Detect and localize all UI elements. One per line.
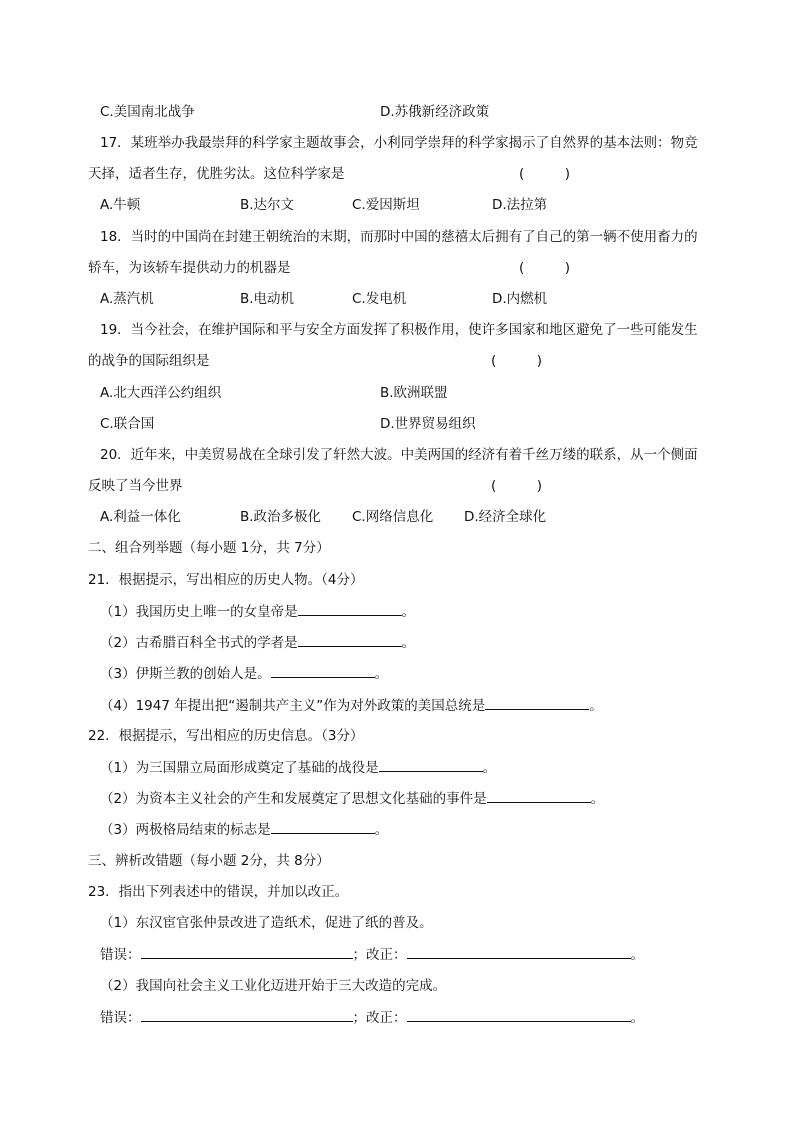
q21-item-1-text: （1）我国历史上唯一的女皇帝是 (100, 604, 298, 620)
q18-option-a: A.蒸汽机 (100, 291, 154, 307)
q20-stem-line1: 20．近年来，中美贸易战在全球引发了轩然大波。中美两国的经济有着千丝万缕的联系，从一个侧面 (100, 447, 698, 463)
q21-item-3-text: （3）伊斯兰教的创始人是。 (100, 666, 271, 682)
q23-item-2: （2）我国向社会主义工业化迈进开始于三大改造的完成。 (100, 978, 447, 994)
q18-answer-bracket: ( ) (519, 260, 571, 276)
q23-item-2-error-blank[interactable] (141, 1007, 353, 1022)
correction-label: ；改正： (352, 1010, 407, 1026)
correction-label: ；改正： (352, 947, 407, 963)
q19-option-c: C.联合国 (100, 416, 155, 432)
q20-option-b: B.政治多极化 (240, 509, 322, 525)
q23-item-1: （1）东汉宦官张仲景改进了造纸术，促进了纸的普及。 (100, 915, 433, 931)
q17-option-a: A.牛顿 (100, 197, 141, 213)
q19-stem-line2: 的战争的国际组织是 (88, 353, 210, 369)
q18-option-d: D.内燃机 (492, 291, 548, 307)
q19-answer-bracket: ( ) (491, 353, 543, 369)
q23-item-1-correction-blank[interactable] (407, 944, 631, 959)
q17-option-b: B.达尔文 (240, 197, 295, 213)
q17-option-c: C.爱因斯坦 (352, 197, 420, 213)
q19-option-b: B.欧洲联盟 (380, 385, 448, 401)
q20-answer-bracket: ( ) (491, 478, 543, 494)
section-2-title: 二、组合列举题（每小题 1分，共 7分） (88, 540, 330, 556)
q21-item-2: （2）古希腊百科全书式的学者是 。 (100, 632, 415, 653)
q21-item-2-answer-blank[interactable] (298, 632, 402, 647)
q17-stem-line1: 17．某班举办我最崇拜的科学家主题故事会，小利同学崇拜的科学家揭示了自然界的基本法则：物竞 (100, 135, 698, 151)
q22-item-2: （2）为资本主义社会的产生和发展奠定了思想文化基础的事件是 。 (100, 788, 604, 809)
q22-stem: 22．根据提示，写出相应的历史信息。（3分） (88, 728, 364, 744)
q21-item-4-answer-blank[interactable] (485, 695, 589, 710)
q19-option-d: D.世界贸易组织 (380, 416, 476, 432)
section-3-title: 三、辨析改错题（每小题 2分，共 8分） (88, 853, 330, 869)
q20-stem-line2: 反映了当今世界 (88, 478, 183, 494)
q22-item-2-text: （2）为资本主义社会的产生和发展奠定了思想文化基础的事件是 (100, 791, 487, 807)
q21-stem: 21．根据提示，写出相应的历史人物。（4分） (88, 572, 364, 588)
q23-item-2-answer-row: 错误： ；改正： 。 (100, 1007, 644, 1028)
q22-item-3-answer-blank[interactable] (271, 819, 375, 834)
q19-stem-line1: 19．当今社会，在维护国际和平与安全方面发挥了积极作用，使许多国家和地区避免了一些可能发生 (100, 322, 698, 338)
q21-item-3-answer-blank[interactable] (271, 663, 375, 678)
q22-item-3: （3）两极格局结束的标志是 。 (100, 819, 388, 840)
q19-option-a: A.北大西洋公约组织 (100, 385, 222, 401)
q21-item-1: （1）我国历史上唯一的女皇帝是 。 (100, 601, 415, 622)
q18-option-b: B.电动机 (240, 291, 295, 307)
q22-item-1-text: （1）为三国鼎立局面形成奠定了基础的战役是 (100, 760, 379, 776)
q21-item-1-answer-blank[interactable] (298, 601, 402, 616)
q22-item-1-answer-blank[interactable] (379, 757, 483, 772)
q17-option-d: D.法拉第 (492, 197, 548, 213)
q16-option-d: D.苏俄新经济政策 (380, 104, 490, 120)
q23-stem: 23．指出下列表述中的错误，并加以改正。 (88, 884, 349, 900)
q22-item-2-answer-blank[interactable] (487, 788, 591, 803)
q21-item-4-text: （4）1947 年提出把“遏制共产主义”作为对外政策的美国总统是 (100, 698, 486, 714)
error-label: 错误： (100, 1010, 141, 1026)
q21-item-4: （4）1947 年提出把“遏制共产主义”作为对外政策的美国总统是 。 (100, 695, 603, 716)
q17-stem-line2: 天择，适者生存，优胜劣汰。这位科学家是 (88, 166, 345, 182)
q18-option-c: C.发电机 (352, 291, 407, 307)
q17-answer-bracket: ( ) (519, 166, 571, 182)
q22-item-3-text: （3）两极格局结束的标志是 (100, 822, 271, 838)
q18-stem-line1: 18．当时的中国尚在封建王朝统治的末期，而那时中国的慈禧太后拥有了自己的第一辆不使用畜力的 (100, 229, 698, 245)
q23-item-1-error-blank[interactable] (141, 944, 353, 959)
q21-item-2-text: （2）古希腊百科全书式的学者是 (100, 635, 298, 651)
q23-item-2-correction-blank[interactable] (407, 1007, 631, 1022)
q21-item-3: （3）伊斯兰教的创始人是。 。 (100, 663, 388, 684)
q20-option-d: D.经济全球化 (464, 509, 547, 525)
error-label: 错误： (100, 947, 141, 963)
q23-item-1-answer-row: 错误： ；改正： 。 (100, 944, 644, 965)
q16-option-c: C.美国南北战争 (100, 104, 195, 120)
q20-option-a: A.利益一体化 (100, 509, 181, 525)
q22-item-1: （1）为三国鼎立局面形成奠定了基础的战役是 。 (100, 757, 496, 778)
q18-stem-line2: 轿车，为该轿车提供动力的机器是 (88, 260, 291, 276)
q20-option-c: C.网络信息化 (352, 509, 434, 525)
